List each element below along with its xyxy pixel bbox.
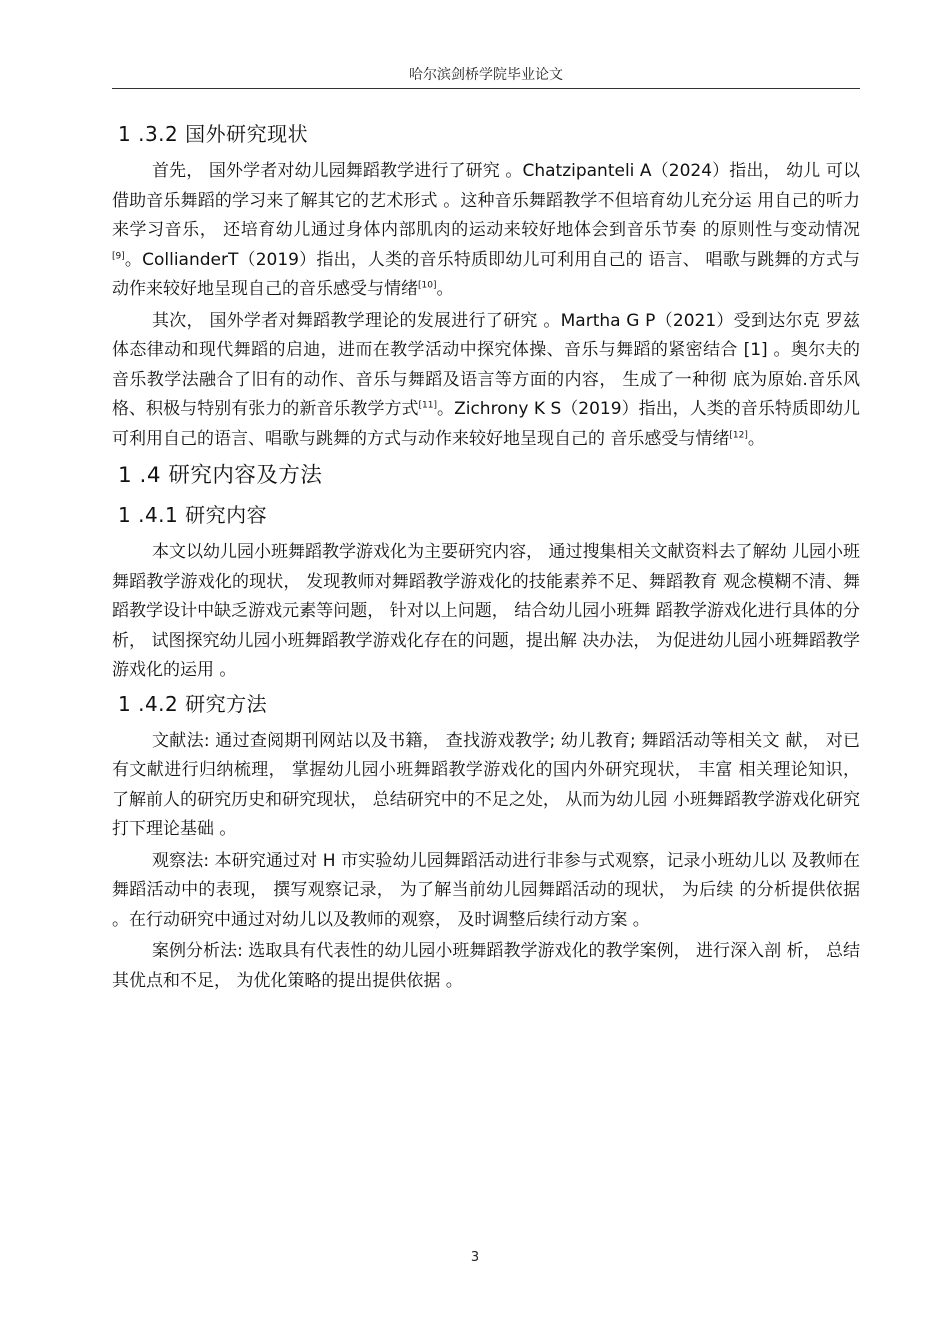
citation-10: [10] [418, 280, 437, 291]
page-body [112, 118, 860, 998]
page-number: 3 [470, 1250, 480, 1265]
heading-1-3-2: 1 .3.2 国外研究现状 [118, 122, 309, 146]
citation-12: [12] [729, 429, 748, 440]
heading-1-4: 1 .4 研究内容及方法 [118, 463, 323, 488]
paragraph-research-content: 本文以幼儿园小班舞蹈教学游戏化为主要研究内容， 通过搜集相关文献资料去了解幼 儿园小班舞蹈教学游戏化的现状， 发现教师对舞蹈教学游戏化的技能素养不足、舞蹈教育 观念模糊不清、舞蹈教学设计中缺乏游戏元素等问题， 针对以上问题， 结合幼儿园小班舞 蹈教学游戏化进行具体的分析， 试图探究幼儿园小班舞蹈教学游戏化存在的问题，提出解 决办法， 为促进幼儿园小班舞蹈教学游戏化的运用 。 [112, 542, 860, 680]
paragraph-foreign-research-1: 首先， 国外学者对幼儿园舞蹈教学进行了研究 。Chatzipanteli A（2024）指出， 幼儿 可以借助音乐舞蹈的学习来了解其它的艺术形式 。这种音乐舞蹈教学不但培育幼儿充分运 用自己的听力来学习音乐， 还培育幼儿通过身体内部肌肉的运动来较好地体会到音乐节奏 的原则性与变动情况[9]。CollianderT（2019）指出，人类的音乐特质即幼儿可利用自己的 语言、 唱歌与跳舞的方式与动作来较好地呈现自己的音乐感受与情绪[10]。 [112, 161, 860, 299]
paragraph-foreign-research-2: 其次， 国外学者对舞蹈教学理论的发展进行了研究 。Martha G P（2021）受到达尔克 罗兹体态律动和现代舞蹈的启迪，进而在教学活动中探究体操、音乐与舞蹈的紧密结合 [1] 。奥尔夫的音乐教学法融合了旧有的动作、音乐与舞蹈及语言等方面的内容， 生成了一种彻 底为原始.音乐风格、积极与特别有张力的新音乐教学方式[11]。Zichrony K S（2019）指出，人类的音乐特质即幼儿可利用自己的语言、唱歌与跳舞的方式与动作来较好地呈现自己的 音乐感受与情绪[12]。 [112, 310, 860, 449]
citation-9: [9] [112, 250, 125, 261]
paragraph-observation-method: 观察法: 本研究通过对 H 市实验幼儿园舞蹈活动进行非参与式观察，记录小班幼儿以 及教师在舞蹈活动中的表现， 撰写观察记录， 为了解当前幼儿园舞蹈活动的现状， 为后续 的分析提供依据 。在行动研究中通过对幼儿以及教师的观察， 及时调整后续行动方案 。 [112, 850, 860, 930]
header-rule [112, 88, 860, 89]
paragraph-literature-method: 文献法: 通过查阅期刊网站以及书籍， 查找游戏教学; 幼儿教育; 舞蹈活动等相关文 献， 对已有文献进行归纳梳理， 掌握幼儿园小班舞蹈教学游戏化的国内外研究现状， 丰富 相关理论知识， 了解前人的研究历史和研究现状， 总结研究中的不足之处， 从而为幼儿园 小班舞蹈教学游戏化研究打下理论基础 。 [112, 730, 860, 839]
heading-1-4-2: 1 .4.2 研究方法 [118, 691, 268, 716]
citation-11: [11] [418, 400, 438, 411]
heading-1-4-1: 1 .4.1 研究内容 [118, 503, 268, 527]
page-header-title: 哈尔滨剑桥学院毕业论文 [409, 67, 563, 83]
paragraph-case-analysis-method: 案例分析法: 选取具有代表性的幼儿园小班舞蹈教学游戏化的教学案例， 进行深入剖 析， 总结其优点和不足， 为优化策略的提出提供依据 。 [112, 941, 860, 991]
